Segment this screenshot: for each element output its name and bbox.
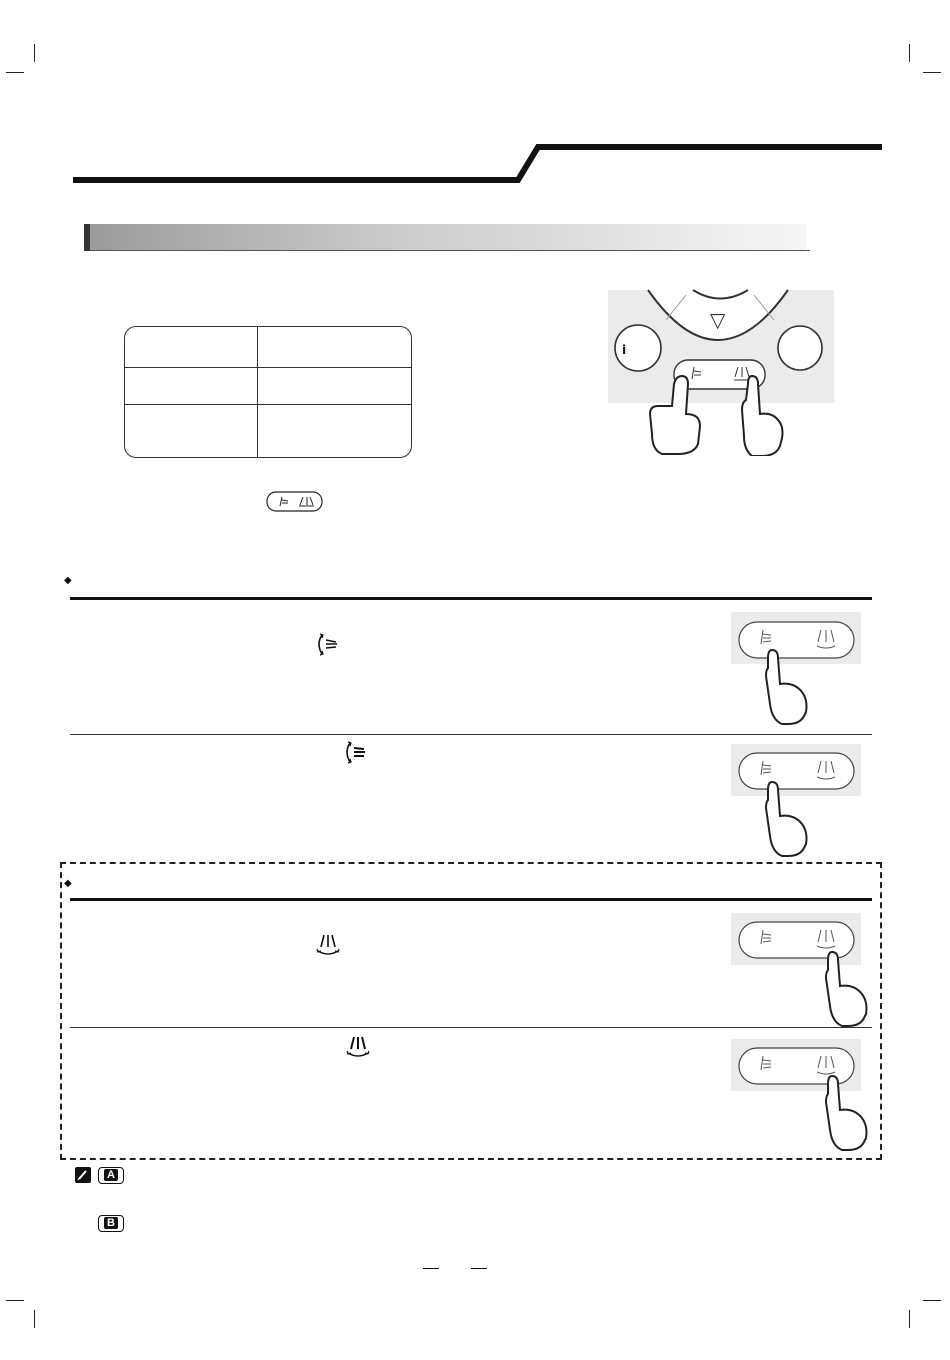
note-badge-b <box>98 1215 124 1232</box>
note-badge-a-label: A <box>104 1169 118 1181</box>
table-row <box>125 404 411 405</box>
section-rule <box>70 597 872 600</box>
section-rule <box>70 898 872 901</box>
down-arrow-icon: ▽ <box>710 308 726 332</box>
table-row <box>125 367 411 368</box>
hand-pointer-icon <box>760 778 814 858</box>
page-number-mark <box>423 1268 439 1269</box>
crop-mark <box>923 1300 941 1301</box>
horizontal-swing-icon <box>314 932 342 958</box>
page-number-mark <box>471 1268 487 1269</box>
section-title-underline <box>90 250 810 251</box>
vertical-swing-icon <box>313 632 339 658</box>
crop-mark <box>909 1310 910 1328</box>
remote-illustration <box>608 285 834 405</box>
note-badge-b-label: B <box>104 1217 118 1229</box>
settings-table <box>124 326 412 458</box>
swing-buttons-inline-icon <box>266 491 324 513</box>
section-bullet: ◆ <box>64 878 72 889</box>
divider <box>70 1027 872 1028</box>
pencil-icon <box>75 1167 91 1183</box>
horizontal-swing-auto-icon <box>344 1034 372 1060</box>
section-title-bar <box>84 224 806 250</box>
header-rule <box>0 0 950 200</box>
section-title-bar-accent <box>84 224 90 251</box>
hand-pointer-icon <box>740 372 796 456</box>
hand-pointer-icon <box>760 646 814 726</box>
info-button-label: i <box>622 343 627 357</box>
divider <box>70 734 872 735</box>
section-bullet: ◆ <box>64 575 72 586</box>
note-badge-a <box>98 1167 124 1184</box>
optional-section-frame <box>60 862 882 1160</box>
hand-pointer-icon <box>820 948 874 1028</box>
crop-mark <box>34 1310 35 1328</box>
note-icon <box>75 1167 91 1183</box>
table-divider <box>257 327 258 457</box>
vertical-swing-auto-icon <box>341 740 367 766</box>
hand-pointer-icon <box>820 1072 874 1152</box>
crop-mark <box>6 1300 24 1301</box>
hand-pointer-icon <box>648 372 704 456</box>
